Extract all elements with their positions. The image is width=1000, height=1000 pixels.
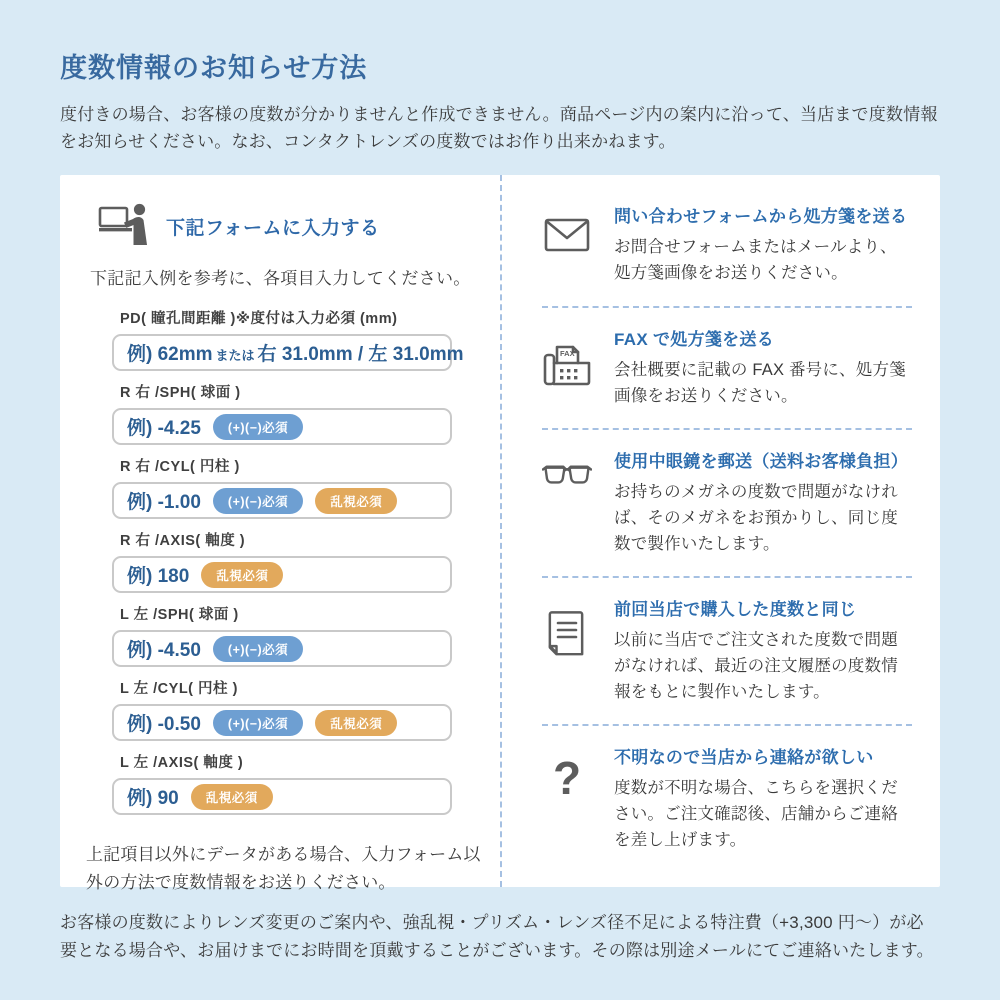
- plus-minus-required-badge: (+)(−)必須: [213, 488, 303, 514]
- form-note-text: 上記項目以外にデータがある場合、入力フォーム以外の方法で度数情報をお送りください。: [86, 845, 481, 892]
- question-mark-icon: ?: [552, 752, 582, 804]
- person-at-computer-icon: [98, 203, 150, 250]
- form-section-header: [98, 203, 500, 250]
- method-title: 使用中眼鏡を郵送（送料お客様負担）: [614, 451, 909, 471]
- envelope-icon: [542, 218, 592, 286]
- method-title: 前回当店で購入した度数と同じ: [614, 599, 857, 619]
- l-axis-example-box: [112, 778, 452, 815]
- r-axis-field-label: R 右 /AXIS( 軸度 ): [120, 533, 246, 550]
- svg-text:FAX: FAX: [560, 348, 575, 358]
- astigmatism-required-badge: 乱視必須: [315, 710, 397, 736]
- method-body: [614, 447, 912, 557]
- r-axis-example-value: 例) 180: [127, 566, 190, 588]
- fax-icon: [542, 341, 592, 409]
- other-methods-column: [500, 175, 940, 887]
- l-axis-field-label: L 左 /AXIS( 軸度 ): [120, 755, 244, 772]
- l-cyl-field-label: L 左 /CYL( 円柱 ): [120, 681, 238, 698]
- plus-minus-required-badge: (+)(−)必須: [213, 636, 303, 662]
- page-title: 度数情報のお知らせ方法: [60, 53, 368, 83]
- pd-example-box: [112, 334, 464, 371]
- plus-minus-required-badge: (+)(−)必須: [213, 414, 303, 440]
- plus-minus-required-badge: (+)(−)必須: [213, 710, 303, 736]
- l-sph-example-box: [112, 630, 452, 667]
- method-body: [614, 202, 912, 286]
- method-title: 不明なので当店から連絡が欲しい: [614, 748, 874, 767]
- glasses-icon: [542, 463, 592, 557]
- method-fax: [542, 308, 912, 430]
- l-axis-example-value: 例) 90: [127, 788, 179, 810]
- method-body: [614, 325, 912, 409]
- method-description: 以前に当店でご注文された度数で問題がなければ、最近の注文履歴の度数情報をもとに製作いたします。: [614, 630, 898, 701]
- r-sph-example-value: 例) -4.25: [127, 418, 201, 440]
- form-fields: [112, 307, 464, 815]
- method-previous-order: [542, 578, 912, 726]
- page-footer-note: お客様の度数によりレンズ変更のご案内や、強乱視・プリズム・レンズ径不足による特注費（+3,300 円〜）が必要となる場合や、お届けまでにお時間を頂戴することがございます。その際は別途メールにてご連絡いたします。: [60, 913, 934, 961]
- form-intro-text: 下記記入例を参考に、各項目入力してください。: [90, 269, 471, 289]
- prescription-info-card: [60, 175, 940, 892]
- l-sph-field-label: L 左 /SPH( 球面 ): [120, 607, 239, 624]
- method-contact-form: [542, 185, 912, 307]
- astigmatism-required-badge: 乱視必須: [315, 488, 397, 514]
- astigmatism-required-badge: 乱視必須: [201, 562, 283, 588]
- pd-example-value: 例) 62mm または 右 31.0mm / 左 31.0mm: [127, 344, 464, 366]
- method-body: [614, 595, 912, 705]
- l-cyl-example-value: 例) -0.50: [127, 714, 201, 736]
- r-sph-example-box: [112, 408, 452, 445]
- method-body: [614, 743, 912, 853]
- l-cyl-example-box: [112, 704, 452, 741]
- astigmatism-required-badge: 乱視必須: [191, 784, 273, 810]
- form-example-column: [60, 175, 500, 892]
- method-title: 問い合わせフォームから処方箋を送る: [614, 207, 908, 227]
- method-unknown-contact-me: [542, 726, 912, 872]
- method-description: お問合せフォームまたはメールより、処方箋画像をお送りください。: [614, 238, 897, 283]
- document-icon: [542, 611, 592, 705]
- page-description: 度付きの場合、お客様の度数が分かりませんと作成できません。商品ページ内の案内に沿って、当店まで度数情報をお知らせください。なお、コンタクトレンズの度数ではお作り出来かねます。: [60, 105, 938, 152]
- pd-field-label: PD( 瞳孔間距離 )※度付は入力必須 (mm): [120, 311, 398, 328]
- r-sph-field-label: R 右 /SPH( 球面 ): [120, 385, 241, 402]
- method-description: 度数が不明な場合、こちらを選択ください。ご注文確認後、店舗からご連絡を差し上げます。: [614, 779, 898, 850]
- form-section-title: 下記フォームに入力する: [166, 218, 380, 240]
- method-description: 会社概要に記載の FAX 番号に、処方箋画像をお送りください。: [614, 360, 906, 405]
- r-cyl-example-box: [112, 482, 452, 519]
- method-description: お持ちのメガネの度数で問題がなければ、そのメガネをお預かりし、同じ度数で製作いたします。: [614, 482, 898, 553]
- method-mail-glasses: [542, 430, 912, 578]
- r-cyl-example-value: 例) -1.00: [127, 492, 201, 514]
- l-sph-example-value: 例) -4.50: [127, 640, 201, 662]
- r-axis-example-box: [112, 556, 452, 593]
- method-title: FAX で処方箋を送る: [614, 329, 775, 349]
- r-cyl-field-label: R 右 /CYL( 円柱 ): [120, 459, 240, 476]
